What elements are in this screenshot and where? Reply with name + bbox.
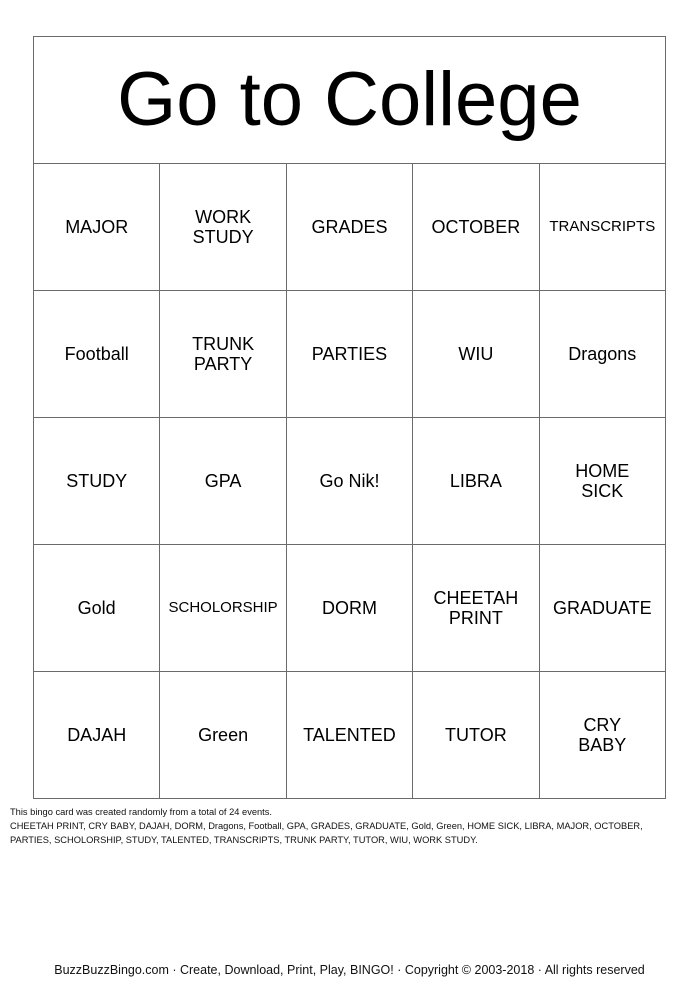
bingo-cell-text: Go Nik! xyxy=(319,471,380,491)
bingo-cell-text: OCTOBER xyxy=(431,217,521,237)
bingo-cell-text: WORK xyxy=(195,207,252,227)
bingo-cell xyxy=(34,164,160,291)
bingo-cell-text: STUDY xyxy=(192,227,254,247)
info-events-line-1: CHEETAH PRINT, CRY BABY, DAJAH, DORM, Dragons, Football, GPA, GRADES, GRADUATE, Gold, Green, HOME SICK, LIBRA, MAJOR, OCTOBER, xyxy=(10,821,643,831)
bingo-cell-text: CHEETAH xyxy=(433,588,519,608)
bingo-cell xyxy=(286,545,412,672)
bingo-cell-text: TRANSCRIPTS xyxy=(549,218,656,235)
bingo-cell xyxy=(539,672,665,799)
bingo-cell xyxy=(539,164,665,291)
bingo-cell-text: Dragons xyxy=(568,344,637,364)
card-info xyxy=(10,805,643,847)
info-events-line-2: PARTIES, SCHOLORSHIP, STUDY, TALENTED, TRANSCRIPTS, TRUNK PARTY, TUTOR, WIU, WORK STUDY. xyxy=(10,835,478,845)
bingo-cell-text: TUTOR xyxy=(445,725,507,745)
bingo-cell xyxy=(413,672,539,799)
bingo-cell xyxy=(539,418,665,545)
bingo-cell-text: MAJOR xyxy=(65,217,129,237)
footer-copyright: BuzzBuzzBingo.com · Create, Download, Print, Play, BINGO! · Copyright © 2003-2018 · All rights reserved xyxy=(54,963,645,977)
bingo-card xyxy=(33,36,666,799)
bingo-cell xyxy=(286,672,412,799)
bingo-row xyxy=(34,545,666,672)
bingo-cell-text: GRADUATE xyxy=(552,598,652,618)
bingo-cell-text: GRADES xyxy=(311,217,388,237)
bingo-row xyxy=(34,164,666,291)
info-summary: This bingo card was created randomly from a total of 24 events. xyxy=(10,807,272,817)
bingo-cell-text: PRINT xyxy=(448,608,503,628)
card-title: Go to College xyxy=(34,37,666,164)
bingo-cell xyxy=(160,672,286,799)
bingo-cell xyxy=(413,164,539,291)
bingo-cell-text: STUDY xyxy=(66,471,128,491)
bingo-cell xyxy=(34,291,160,418)
bingo-cell xyxy=(160,418,286,545)
bingo-cell-text: Football xyxy=(64,344,129,364)
bingo-cell-text: PARTY xyxy=(193,354,253,374)
bingo-cell-text: TRUNK xyxy=(192,334,255,354)
bingo-row xyxy=(34,418,666,545)
bingo-cell xyxy=(286,291,412,418)
bingo-row xyxy=(34,672,666,799)
bingo-cell xyxy=(413,291,539,418)
bingo-cell-text: WIU xyxy=(458,344,494,364)
bingo-cell xyxy=(34,545,160,672)
bingo-cell-text: DAJAH xyxy=(67,725,127,745)
bingo-cell xyxy=(413,545,539,672)
bingo-cell-text: LIBRA xyxy=(449,471,502,491)
bingo-cell-text: Gold xyxy=(77,598,116,618)
bingo-grid xyxy=(34,164,666,799)
bingo-cell xyxy=(160,164,286,291)
bingo-cell-text: CRY xyxy=(583,715,622,735)
bingo-cell-text: HOME xyxy=(575,461,630,481)
bingo-cell-text: SCHOLORSHIP xyxy=(168,599,278,616)
bingo-cell xyxy=(539,291,665,418)
bingo-cell-text: GPA xyxy=(204,471,242,491)
bingo-cell xyxy=(34,418,160,545)
bingo-cell-text: SICK xyxy=(581,481,624,501)
bingo-cell xyxy=(413,418,539,545)
bingo-cell xyxy=(286,418,412,545)
bingo-cell-text: BABY xyxy=(578,735,627,755)
bingo-cell-text: Green xyxy=(198,725,249,745)
bingo-cell xyxy=(160,291,286,418)
bingo-row xyxy=(34,291,666,418)
bingo-cell xyxy=(286,164,412,291)
bingo-cell xyxy=(34,672,160,799)
bingo-cell-text: DORM xyxy=(321,598,377,618)
bingo-cell-text: PARTIES xyxy=(311,344,388,364)
bingo-cell xyxy=(539,545,665,672)
bingo-cell xyxy=(160,545,286,672)
bingo-cell-text: TALENTED xyxy=(303,725,396,745)
